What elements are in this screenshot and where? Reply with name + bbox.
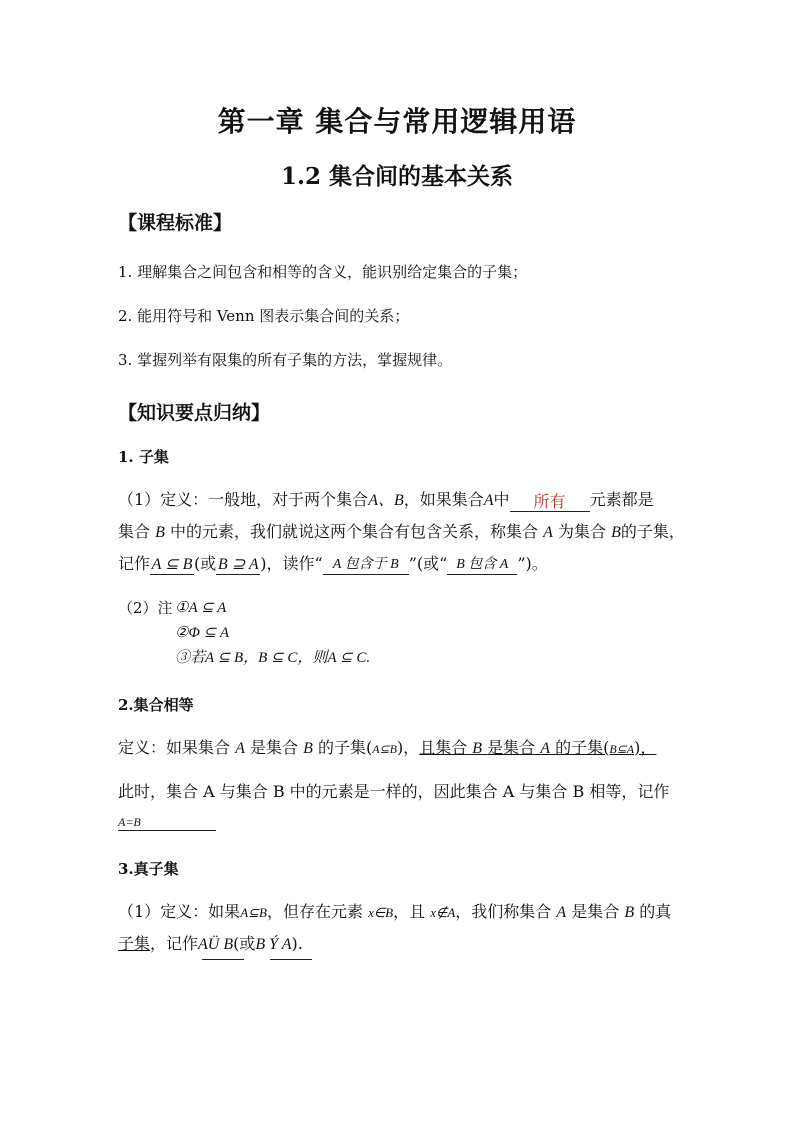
subset-heading: 1. 子集 [118,448,169,466]
equal-heading: 2.集合相等 [118,696,194,714]
subset-line2-g: 的子集， [620,522,685,541]
proper-line1-d: x∈B [368,905,394,920]
equal-line1-underlined [419,738,656,757]
subset-def-line-3 [118,553,548,575]
equal-line1-g: )， [396,738,420,757]
subset-def-sets: A、B [368,492,404,509]
subset-line3-e: ”)。 [517,554,548,573]
equal-line1-k: A [540,740,551,757]
equal-line1-l: 的子集( [555,738,610,757]
equal-line1-i: B [472,740,483,757]
subset-line2-d: A [543,524,553,541]
blank-read-2: B 包含 A [447,554,517,575]
equal-def-line-2: 此时，集合 A 与集合 B 中的元素是一样的，因此集合 A 与集合 B 相等，记作 [118,782,670,801]
subset-def-line-1 [118,489,654,512]
subset-def-a: A [483,492,494,509]
section-title: 1.2 集合间的基本关系 [280,163,514,190]
subset-def-mid: ，如果集合 [403,490,484,509]
equal-def-line-1 [118,737,656,760]
equal-line1-h: 且集合 [419,738,468,757]
subset-line2-e: 为集合 [557,522,606,541]
equal-line1-d: B [303,740,313,757]
proper-line2-e: B Ý A [255,936,292,953]
blank-proper-1 [202,959,244,960]
subset-line2-c: 中的元素，我们就说这两个集合有包含关系，称集合 [169,522,538,541]
proper-heading: 3.真子集 [118,860,179,878]
proper-line2-f: ). [291,934,303,953]
blank-proper-2 [270,959,312,960]
proper-line2-b: ，记作 [150,934,199,953]
chapter-title: 第一章 集合与常用逻辑用语 [217,105,577,138]
proper-line1-a: （1）定义：如果 [118,902,241,921]
equal-line1-e: 的子集( [317,738,373,757]
proper-line1-k: 的真 [639,902,672,921]
proper-line1-f: x∉A [430,905,456,920]
standard-item-1: 1. 理解集合之间包含和相等的含义，能识别给定集合的子集； [118,263,528,281]
proper-line2-c: AÜ B [198,936,234,953]
subset-def-tail: 元素都是 [589,490,654,509]
subset-line3-d: ”(或“ [408,554,448,573]
standard-item-2: 2. 能用符号和 Venn 图表示集合间的关系； [118,307,410,325]
equal-line1-a: 定义：如果集合 [118,738,231,757]
subset-def-mid2: 中 [493,490,510,509]
equal-line1-j: 是集合 [487,738,536,757]
proper-line1-j: B [624,904,635,921]
subset-line2-a: 集合 [118,522,151,541]
equal-line1-b: A [235,740,245,757]
proper-line1-e: ，且 [393,902,426,921]
proper-line1-c: ，但存在元素 [266,902,363,921]
blank-read-1: A 包含于 B [323,554,409,575]
standard-item-3: 3. 掌握列举有限集的所有子集的方法，掌握规律。 [118,351,453,369]
blank-all: 所有 [510,491,590,512]
subset-note-3: ③若A ⊆ B，B ⊆ C，则A ⊆ C. [175,650,371,666]
proper-line1-h: A [556,904,567,921]
proper-line1-b: A⊆B [240,905,267,920]
subset-note-1: ①A ⊆ A [175,600,227,616]
blank-equal: A=B [118,815,216,831]
subset-line2-f: B [611,524,621,541]
subset-def-line-2 [118,521,685,544]
blank-notation-2: B ⊇ A [217,556,259,573]
subset-def-prefix: （1）定义：一般地，对于两个集合 [118,490,369,509]
subset-line3-b: (或 [194,554,217,573]
subset-line3-c: )，读作“ [260,554,323,573]
knowledge-heading: 【知识要点归纳】 [118,402,271,424]
proper-def-line-1 [118,901,671,924]
equal-line1-m: B⊆A [609,742,635,756]
proper-def-line-2 [118,933,303,956]
subset-note-label: （2）注 [118,599,173,617]
subset-line2-b: B [155,524,165,541]
blank-notation: A ⊆ B [151,556,193,573]
subset-note-2: ②Φ ⊆ A [175,625,230,641]
proper-line1-g: ，我们称集合 [455,902,552,921]
equal-line1-f: A⊆B [372,742,397,756]
equal-line1-c: 是集合 [249,738,298,757]
proper-line2-a: 子集 [118,934,151,953]
equal-line1-n: )， [634,738,657,757]
proper-line1-i: 是集合 [571,902,620,921]
subset-line3-a: 记作 [118,554,151,573]
proper-line2-d: (或 [233,934,256,953]
standards-heading: 【课程标准】 [118,212,233,234]
